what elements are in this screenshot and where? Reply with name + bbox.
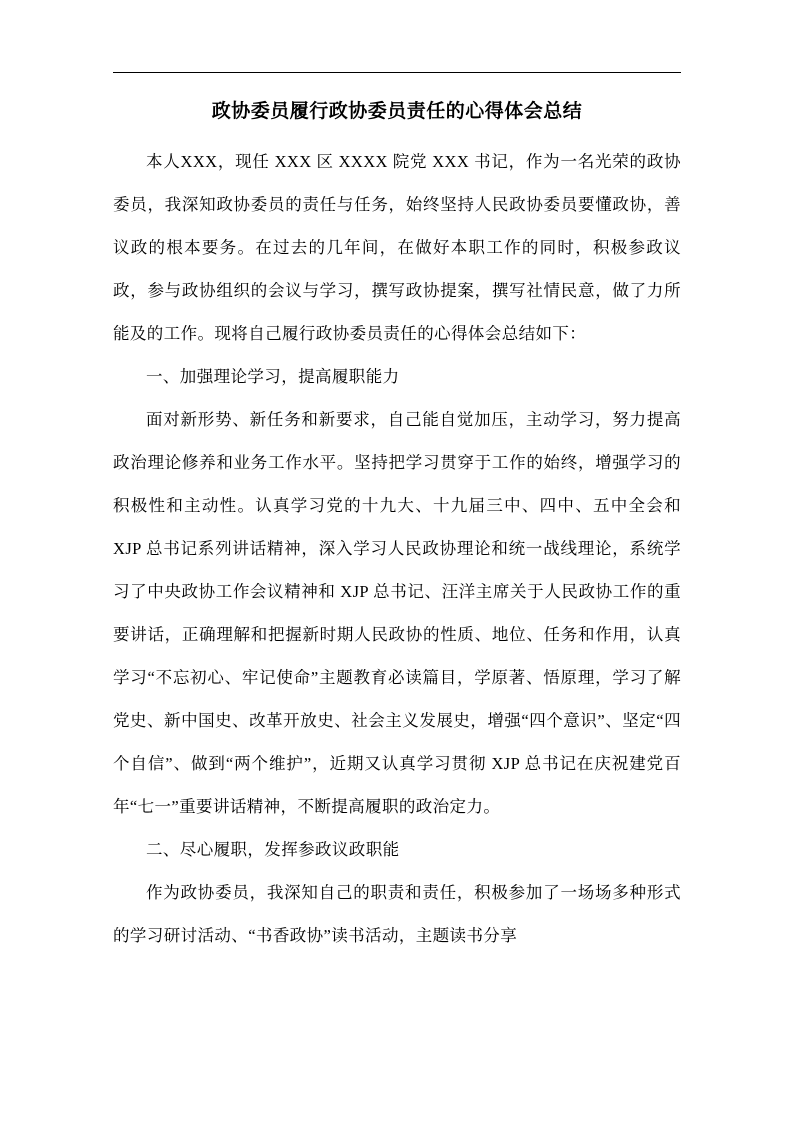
paragraph-section-1: 面对新形势、新任务和新要求，自己能自觉加压，主动学习，努力提高政治理论修养和业务工作水平。坚持把学习贯穿于工作的始终，增强学习的积极性和主动性。认真学习党的十九大、十九届三中、四中、五中全会和 XJP 总书记系列讲话精神，深入学习人民政协理论和统一战线理论，系统学习了中央政协工作会议精神和 XJP 总书记、汪洋主席关于人民政协工作的重要讲话，正确理解和把握新时期人民政协的性质、地位、任务和作用，认真学习“不忘初心、牢记使命”主题教育必读篇目，学原著、悟原理，学习了解党史、新中国史、改革开放史、社会主义发展史，增强“四个意识”、坚定“四个自信”、做到“两个维护”，近期又认真学习贯彻 XJP 总书记在庆祝建党百年“七一”重要讲话精神，不断提高履职的政治定力。 <box>113 409 681 816</box>
paragraph-section-2: 作为政协委员，我深知自己的职责和责任，积极参加了一场场多种形式的学习研讨活动、“书香政协”读书活动，主题读书分享 <box>113 882 681 945</box>
document-body <box>113 72 681 957</box>
section-heading-2: 二、尽心履职，发挥参政议政职能 <box>146 839 400 859</box>
paragraph-intro: 本人XXX，现任 XXX 区 XXXX 院党 XXX 书记，作为一名光荣的政协委员，我深知政协委员的责任与任务，始终坚持人民政协委员要懂政协，善议政的根本要务。在过去的几年间，在做好本职工作的同时，积极参政议政，参与政协组织的会议与学习，撰写政协提案，撰写社情民意，做了力所能及的工作。现将自己履行政协委员责任的心得体会总结如下： <box>113 151 681 343</box>
header-divider <box>113 72 681 73</box>
section-heading-1: 一、加强理论学习，提高履职能力 <box>146 366 400 386</box>
page-title: 政协委员履行政协委员责任的心得体会总结 <box>211 101 583 122</box>
